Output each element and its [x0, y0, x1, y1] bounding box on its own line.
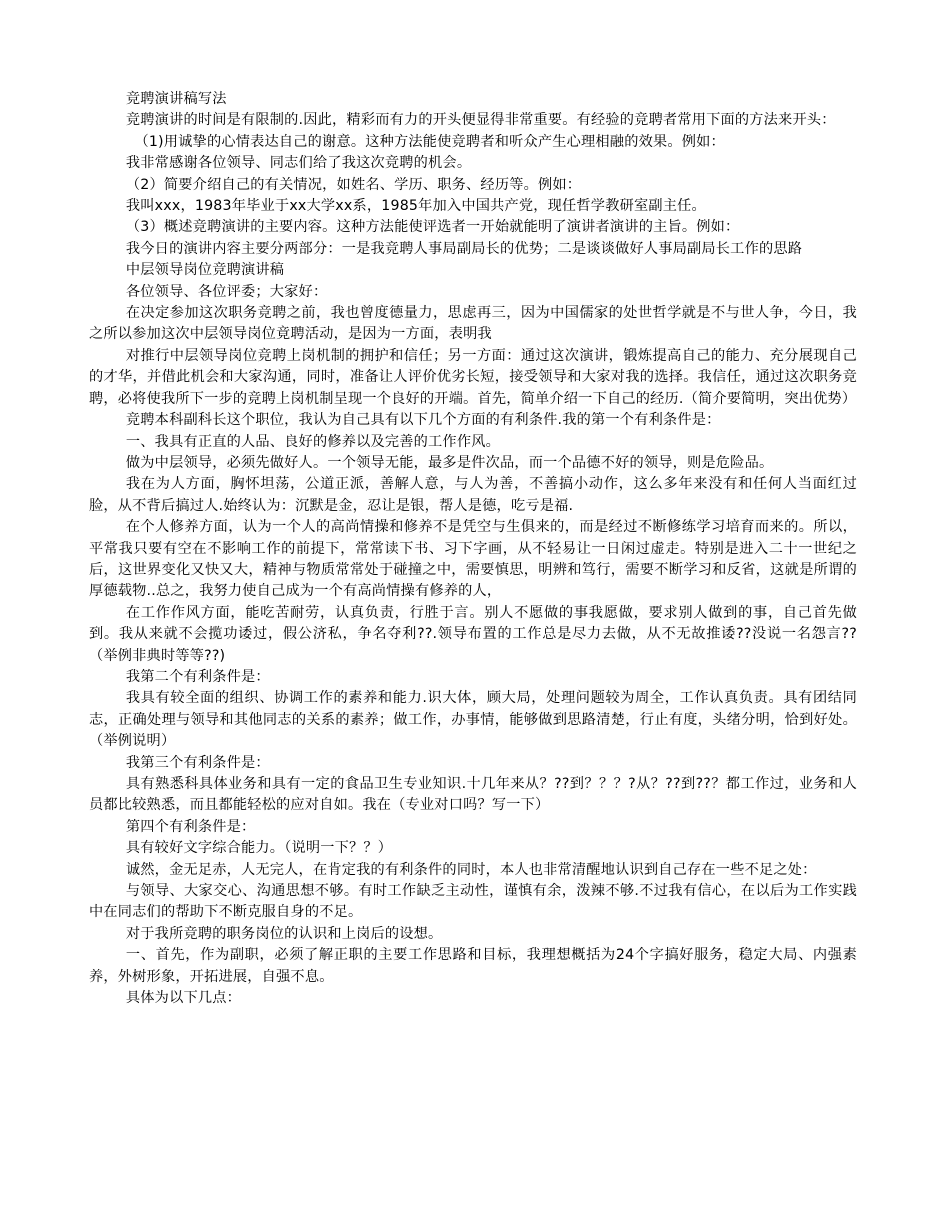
paragraph: 具体为以下几点： — [125, 990, 242, 1007]
paragraph: 具有熟悉科具体业务和具有一定的食品卫生专业知识.十几年来从？??到？？？?从？??到??？都工作过，业务和人员都比较熟悉，而且都能轻松的应对自如。我在（专业对口吗？写一下） — [89, 776, 857, 814]
doc-title: 竞聘演讲稿写法 — [125, 91, 227, 107]
paragraph: 具有较好文字综合能力。（说明一下？？） — [125, 840, 393, 857]
paragraph: 对于我所竞聘的职务岗位的认识和上岗后的设想。 — [125, 925, 443, 942]
paragraph: 一、我具有正直的人品、良好的修养以及完善的工作作风。 — [125, 433, 500, 450]
salutation: 各位领导、各位评委；大家好： — [125, 283, 328, 300]
paragraph: 在工作作风方面，能吃苦耐劳，认真负责，行胜于言。别人不愿做的事我愿做，要求别人做到的事，自己首先做到。我从来就不会揽功诿过，假公济私，争名夺利??.领导布置的工作总是尽力去做，从不无故推诿??没说一名怨言??（举例非典时等等??) — [89, 604, 857, 664]
paragraph: 竞聘本科副科长这个职位，我认为自己具有以下几个方面的有利条件.我的第一个有利条件是： — [125, 412, 721, 429]
paragraph: 对推行中层领导岗位竞聘上岗机制的拥护和信任；另一方面：通过这次演讲，锻炼提高自己的能力、充分展现自己的才华，并借此机会和大家沟通，同时，准备让人评价优劣长短，接受领导和大家对我的选择。我信任，通过这次职务竞聘，必将使我所下一步的竞聘上岗机制呈现一个良好的开端。首先，简单介绍一下自己的经历.（简介要简明，突出优势） — [89, 347, 857, 407]
paragraph: 在决定参加这次职务竞聘之前，我也曾度德量力，思虑再三，因为中国儒家的处世哲学就是不与世人争，今日，我之所以参加这次中层领导岗位竟聘活动，是因为一方面，表明我 — [89, 305, 857, 343]
paragraph: 诚然，金无足赤，人无完人，在肯定我的有利条件的同时，本人也非常清醒地认识到自己存在一些不足之处： — [125, 861, 817, 878]
paragraph: 在个人修养方面，认为一个人的高尚情操和修养不是凭空与生俱来的，而是经过不断修练学习培育而来的。所以，平常我只要有空在不影响工作的前提下，常常读下书、习下字画，从不轻易让一日闲过虚走。特别是进入二十一世纪之后，这世界变化又快又大，精神与物质常常处于碰撞之中，需要慎思，明辨和笃行，需要不断学习和反省，这就是所谓的厚德载物..总之，我努力使自己成为一个有高尚情操有修养的人， — [89, 519, 857, 600]
paragraph: 一、首先，作为副职，必须了解正职的主要工作思路和目标，我理想概括为24个字搞好服务，稳定大局、内强素养，外树形象，开拓进展，自强不息。 — [89, 947, 857, 985]
paragraph: 我第三个有利条件是： — [125, 754, 270, 771]
paragraph: 第四个有利条件是： — [125, 818, 256, 835]
paragraph: 与领导、大家交心、沟通思想不够。有时工作缺乏主动性，谨慎有余，泼辣不够.不过我有信心，在以后为工作实践中在同志们的帮助下不断克服自身的不足。 — [89, 883, 857, 921]
paragraph: （3）概述竞聘演讲的主要内容。这种方法能使评选者一开始就能明了演讲者演讲的主旨。例如： — [125, 219, 740, 236]
document-page — [89, 89, 857, 1009]
paragraph: 我今日的演讲内容主要分两部分：一是我竞聘人事局副局长的优势；二是谈谈做好人事局副局长工作的思路 — [125, 240, 803, 257]
paragraph: 我第二个有利条件是： — [125, 668, 270, 685]
paragraph: 做为中层领导，必须先做好人。一个领导无能，最多是件次品，而一个品德不好的领导，则是危险品。 — [125, 454, 774, 471]
paragraph: 我具有较全面的组织、协调工作的素养和能力.识大体，顾大局，处理问题较为周全，工作认真负责。具有团结同志，正确处理与领导和其他同志的关系的素养；做工作，办事情，能够做到思路清楚，行止有度，头绪分明，恰到好处。（举例说明） — [89, 690, 857, 750]
paragraph: （2）简要介绍自己的有关情况，如姓名、学历、职务、经历等。例如： — [125, 176, 582, 193]
paragraph: （1)用诚挚的心情表达自己的谢意。这种方法能使竞聘者和听众产生心理相融的效果。例如： — [134, 133, 725, 150]
paragraph: 我非常感谢各位领导、同志们给了我这次竞聘的机会。 — [125, 155, 472, 172]
paragraph: 我在为人方面，胸怀坦荡，公道正派，善解人意，与人为善，不善搞小动作，这么多年来没有和任何人当面红过脸，从不背后搞过人.始终认为：沉默是金，忍让是银，帮人是德，吃亏是福. — [89, 476, 857, 514]
section-title: 中层领导岗位竞聘演讲稿 — [125, 262, 285, 279]
paragraph: 我叫xxx，1983年毕业于xx大学xx系，1985年加入中国共产党，现任哲学教研室副主任。 — [125, 198, 706, 215]
paragraph: 竞聘演讲的时间是有限制的.因此，精彩而有力的开头便显得非常重要。有经验的竞聘者常用下面的方法来开头： — [125, 112, 836, 129]
